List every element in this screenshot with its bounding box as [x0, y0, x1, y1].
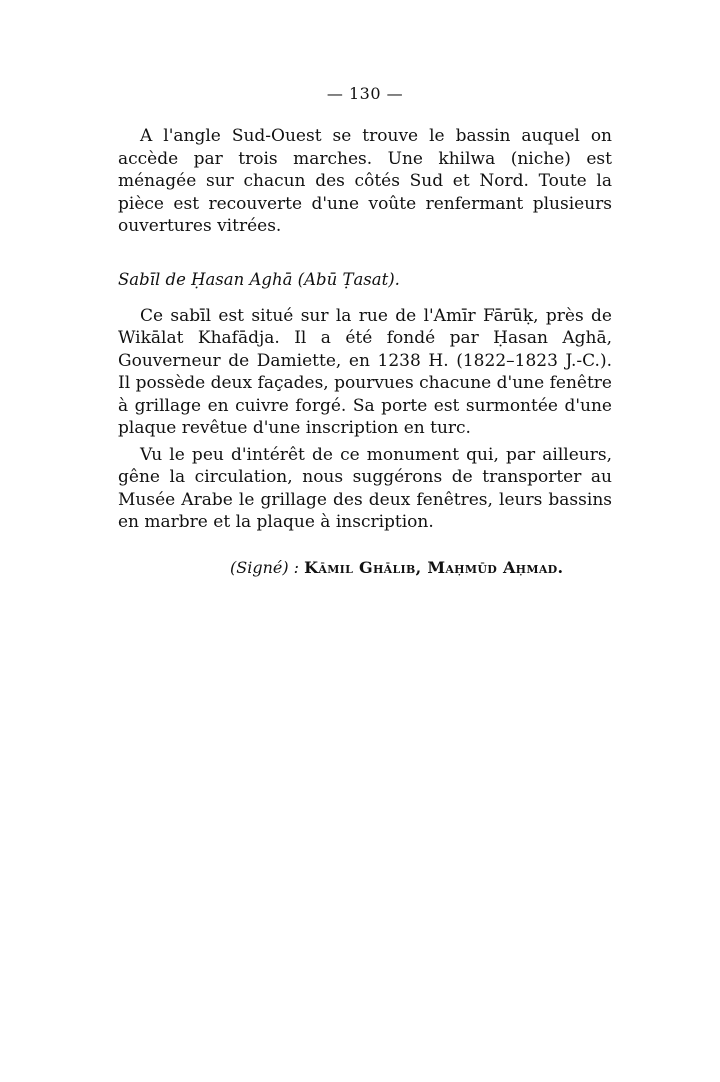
paragraph-sabil: Ce sabīl est situé sur la rue de l'Amīr Fārūḳ, près de Wikālat Khafādja. Il a été fondé par Ḥasan Aghā, Gouverneur de Damiette, en 1238 H. (1822–1823 J.-C.). Il possède deux façades, pourvues chacune d'une fenêtre à grillage en cuivre forgé. Sa porte est surmontée d'une plaque revêtue d'une inscription en turc. [118, 305, 612, 438]
section-heading: Sabīl de Ḥasan Aghā (Abū Ṭasat). [118, 269, 400, 289]
signature-names: Kāmil Ghālib, Maḥmūd Aḥmad. [304, 557, 564, 577]
document-page [118, 84, 612, 577]
paragraph-bassin: A l'angle Sud-Ouest se trouve le bassin auquel on accède par trois marches. Une khilwa (niche) est ménagée sur chacun des côtés Sud et Nord. Toute la pièce est recouverte d'une voûte renfermant plusieurs ouvertures vitrées. [118, 126, 612, 236]
signature-label: (Signé) : [230, 557, 300, 577]
page-number: — 130 — [326, 84, 404, 103]
signature-line [118, 558, 612, 577]
paragraph-suggestion: Vu le peu d'intérêt de ce monument qui, par ailleurs, gêne la circulation, nous suggérons de transporter au Musée Arabe le grillage des deux fenêtres, leurs bassins en marbre et la plaque à inscription. [118, 444, 612, 532]
